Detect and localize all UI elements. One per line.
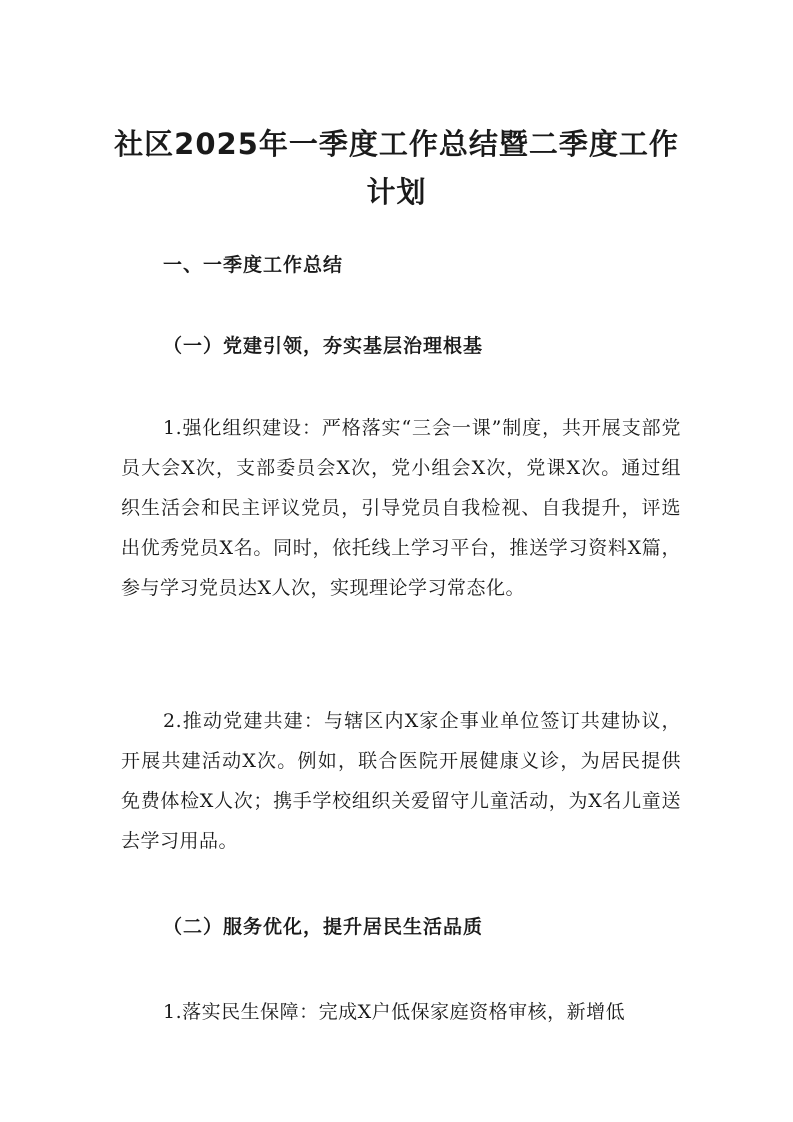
subsection-heading-party-building: （一）党建引领，夯实基层治理根基	[163, 335, 484, 357]
section-heading-summary: 一、一季度工作总结	[163, 254, 344, 276]
paragraph-joint-building: 2.推动党建共建：与辖区内X家企事业单位签订共建协议，开展共建活动X次。例如，联合医院开展健康义诊，为居民提供免费体检X人次；携手学校组织关爱留守儿童活动，为X名儿童送去学习用品。	[121, 710, 681, 852]
subsection-heading-service-optimization: （二）服务优化，提升居民生活品质	[163, 916, 484, 938]
paragraph-organization-building: 1.强化组织建设：严格落实“三会一课”制度，共开展支部党员大会X次，支部委员会X次，党小组会X次，党课X次。通过组织生活会和民主评议党员，引导党员自我检视、自我提升，评选出优秀党员X名。同时，依托线上学习平台，推送学习资料X篇，参与学习党员达X人次，实现理论学习常态化。	[121, 417, 681, 599]
document-title-line-1: 社区2025年一季度工作总结暨二季度工作	[114, 127, 679, 161]
paragraph-livelihood-guarantee: 1.落实民生保障：完成X户低保家庭资格审核，新增低	[163, 1001, 626, 1023]
document-title-line-2: 计划	[366, 175, 427, 209]
